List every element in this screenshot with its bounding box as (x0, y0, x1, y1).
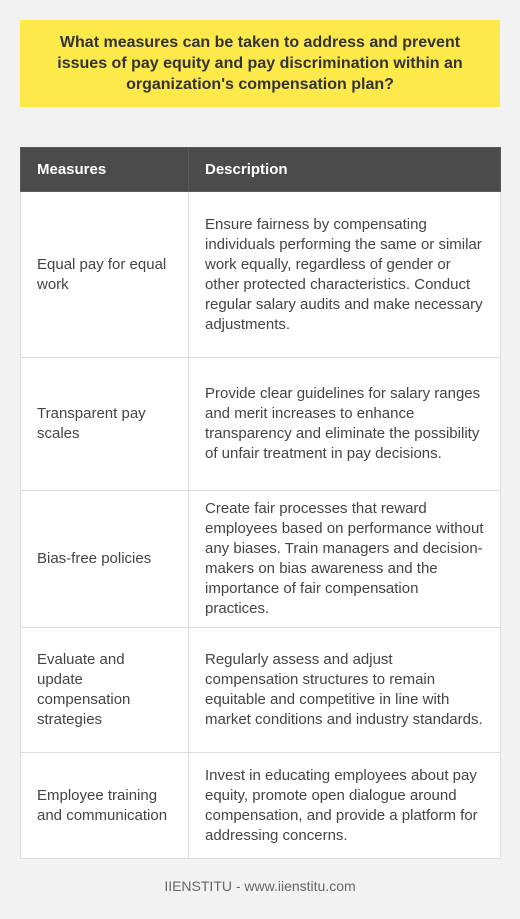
column-header-measures: Measures (21, 148, 189, 192)
page-title: What measures can be taken to address and prevent issues of pay equity and pay discrimination within an organization's compensation plan? (57, 34, 463, 93)
title-banner (20, 20, 500, 107)
measure-cell: Evaluate and update compensation strategies (21, 628, 189, 753)
description-cell: Invest in educating employees about pay equity, promote open dialogue around compensation, and provide a platform for addressing concerns. (189, 753, 501, 859)
description-cell: Ensure fairness by compensating individuals performing the same or similar work equally, regardless of gender or other protected characteristics. Conduct regular salary audits and make necessary adjustments. (189, 192, 501, 358)
measures-table (20, 147, 501, 859)
measure-cell: Employee training and communication (21, 753, 189, 859)
table-row (21, 628, 501, 753)
measure-cell: Transparent pay scales (21, 358, 189, 491)
column-header-description: Description (189, 148, 501, 192)
footer-credit: IIENSTITU - www.iienstitu.com (164, 878, 356, 894)
table-row (21, 192, 501, 358)
table-row (21, 491, 501, 628)
description-cell: Regularly assess and adjust compensation structures to remain equitable and competitive in line with market conditions and industry standards. (189, 628, 501, 753)
measure-cell: Equal pay for equal work (21, 192, 189, 358)
description-cell: Create fair processes that reward employees based on performance without any biases. Train managers and decision-makers on bias awareness and the importance of fair compensation practices. (189, 491, 501, 628)
description-cell: Provide clear guidelines for salary ranges and merit increases to enhance transparency and eliminate the possibility of unfair treatment in pay decisions. (189, 358, 501, 491)
measure-cell: Bias-free policies (21, 491, 189, 628)
table-header-row (21, 148, 501, 192)
table-row (21, 753, 501, 859)
table-row (21, 358, 501, 491)
